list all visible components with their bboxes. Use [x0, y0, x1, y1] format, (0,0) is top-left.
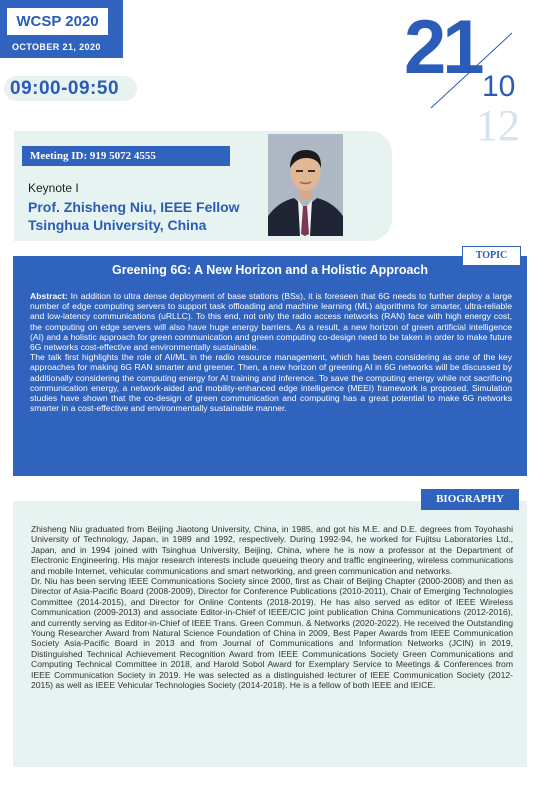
session-time: 09:00-09:50 — [10, 78, 120, 99]
biography-text — [31, 524, 513, 691]
speaker-affiliation: Tsinghua University, China — [28, 217, 207, 233]
keynote-label: Keynote I — [28, 181, 79, 195]
calendar-month: 10 — [482, 70, 516, 103]
biography-tab: BIOGRAPHY — [421, 489, 519, 510]
event-date: OCTOBER 21, 2020 — [12, 42, 101, 52]
speaker-photo — [268, 134, 343, 236]
calendar-ghost-number: 12 — [476, 101, 520, 150]
abstract-paragraph: The talk first highlights the role of AI/ML in the radio resource management, which has been considering as one of the key approaches for making 6G RAN smarter and greener. Then, a new horizon of greening AI in 6G networks will be discussed by additionally considering the computing energy for AI training and inference. To save the computing energy while not sacrificing communication energy, a network-aided and mobility-enhanced edge intelligence (MEEI) framework is proposed. Simulation studies have shown that the co-design of green communication and computing has a great potential to make 6G networks smarter in a cost-effective and environmentally sustainable manner. — [30, 352, 512, 414]
meeting-id: Meeting ID: 919 5072 4555 — [22, 146, 230, 166]
calendar-day: 21 — [404, 5, 481, 90]
portrait-image — [268, 134, 343, 236]
topic-tab: TOPIC — [462, 246, 521, 266]
abstract-label: Abstract: — [30, 291, 68, 301]
biography-paragraph: Dr. Niu has been serving IEEE Communications Society since 2000, first as Chair of Beijing Chapter (2000-2008) and then as Director of Asia-Pacific Board (2008-2009), Director for Conference Publications (2010-2011), Chair of Emerging Technologies Committee (2014-2015), and Director for Online Contents (2018-2019). He has also served as editor of IEEE Wireless Communication (2009-2013) and associate Editor-in-Chief of IEEE/CIC joint publication China Communications (2012-2016), and currently serving as Editor-in-Chief of IEEE Trans. Green Commun. & Networks (2020-2022). He received the Outstanding Young Researcher Award from Natural Science Foundation of China in 2009, Best Paper Awards from IEEE Communication Society Asia-Pacific Board in 2013 and from Journal of Communications and Information Networks (JCIN) in 2019, Distinguished Technical Achievement Recognition Award from IEEE Communications Society Green Communications and Computing Technical Committee in 2018, and Harold Sobol Award for Exemplary Service to Meetings & Conferences from IEEE Communication Society in 2019. He was selected as a distinguished lecturer of IEEE Communication Society (2012-2015) as well as IEEE Vehicular Technologies Society (2014-2018). He is a fellow of both IEEE and IEICE. — [31, 576, 513, 691]
abstract-text: In addition to ultra dense deployment of base stations (BSs), it is foreseen that 6G needs to further deploy a large number of edge computing servers to support task offloading and machine learning (ML) algorithms for smarter, ultra-reliable and low-latency communications (uRLLC). To this end, not only the radio access networks (RAN) face with high energy cost, the computing on edge servers will also have huge energy barriers. As a result, a new horizon of green artificial intelligence (AI) and a holistic approach for green communication and green computing co-design need to be taken in order to make future 6G networks cost-effective and environmentally sustainable. — [30, 291, 512, 353]
talk-title: Greening 6G: A New Horizon and a Holistic Approach — [111, 263, 428, 277]
biography-paragraph: Zhisheng Niu graduated from Beijing Jiaotong University, China, in 1985, and got his M.E. and D.E. degrees from Toyohashi University of Technology, Japan, in 1989 and 1992, respectively. During 1992-94, he worked for Fujitsu Laboratories Ltd., Japan, and in 1994 joined with Tsinghua University, Beijing, China, where he is now a professor at the Department of Electronic Engineering. His major research interests include queueing theory and traffic engineering, wireless communications and mobile Internet, vehicular communications and smart networking, and green communication and networks. — [31, 524, 513, 576]
speaker-info — [28, 198, 240, 234]
conference-badge: WCSP 2020 — [7, 8, 108, 35]
speaker-name: Prof. Zhisheng Niu, IEEE Fellow — [28, 199, 240, 215]
abstract-paragraph — [30, 291, 512, 352]
abstract — [30, 291, 512, 413]
